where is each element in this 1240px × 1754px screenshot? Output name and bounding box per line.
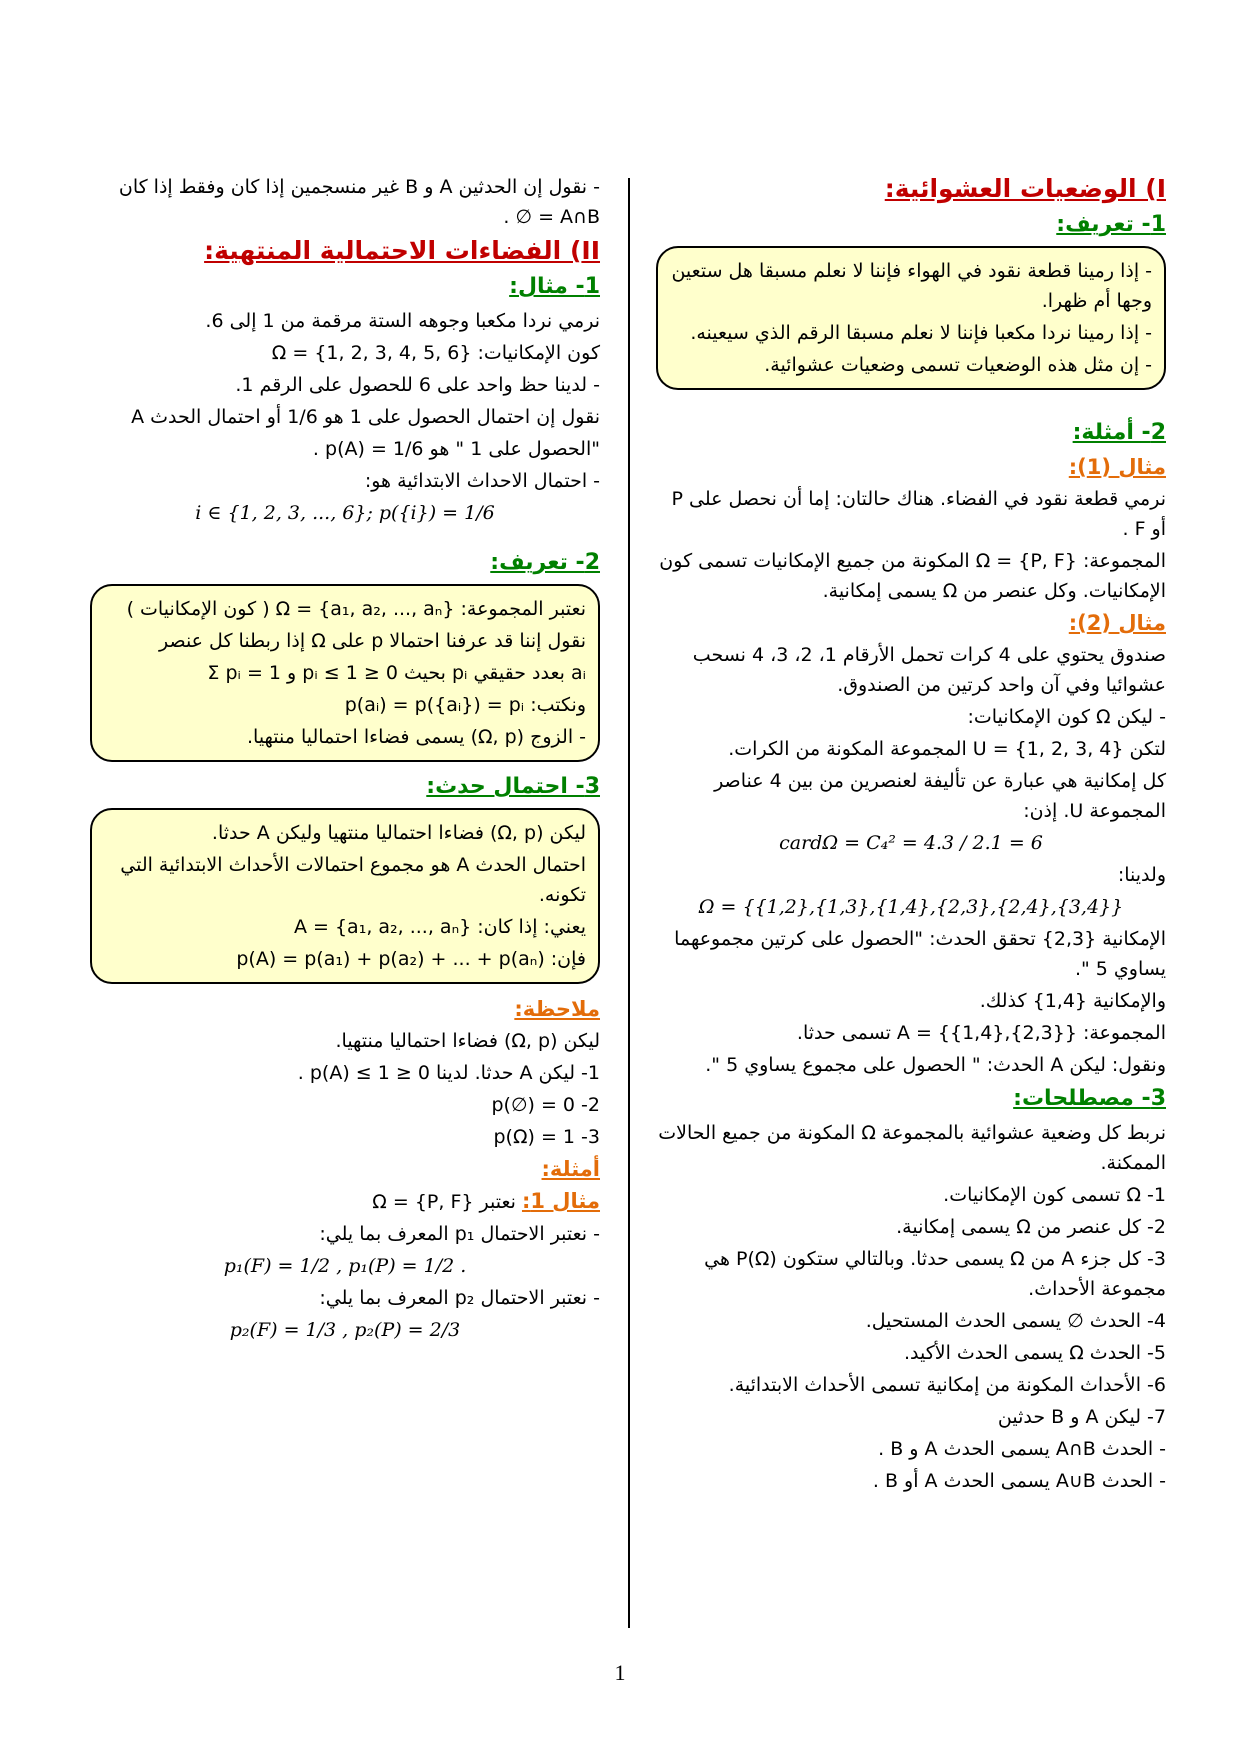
event-prob-line: احتمال الحدث A هو مجموع احتمالات الأحداث الابتدائية التي تكونه. — [120, 854, 586, 906]
example-2-text: صندوق يحتوي على 4 كرات تحمل الأرقام 1، 2، 3، 4 نسحب عشوائيا وفي آن واحد كرتين من الصندوق. — [692, 644, 1166, 696]
example-1-text: نرمي قطعة نقود في الفضاء. هناك حالتان: إما أن نحصل على P أو F . — [671, 488, 1166, 540]
term-item: 3- كل جزء A من Ω يسمى حدثا. وبالتالي ستكون P(Ω) هي مجموعة الأحداث. — [704, 1248, 1166, 1300]
event-prob-line: فإن: p(A) = p(a₁) + p(a₂) + ... + p(aₙ) — [236, 948, 586, 970]
example-text: "الحصول على 1 " هو p(A) = 1/6 . — [312, 438, 600, 460]
examples-2-title: أمثلة: — [541, 1157, 600, 1181]
definition-title: 1- تعريف: — [1056, 212, 1166, 237]
definition-line: - الزوج (Ω, p) يسمى فضاءا احتماليا منتهيا. — [246, 726, 586, 748]
example-text: - احتمال الاحداث الابتدائية هو: — [364, 470, 600, 492]
terms-title: 3- مصطلحات: — [1013, 1086, 1166, 1111]
note-line: 3- p(Ω) = 1 — [493, 1126, 600, 1148]
definition-2-box — [90, 584, 600, 762]
note-title: ملاحظة: — [514, 997, 600, 1021]
note-line: ليكن (Ω, p) فضاءا احتماليا منتهيا. — [335, 1030, 600, 1052]
example-title: 1- مثال: — [509, 274, 600, 299]
term-item: - الحدث A∪B يسمى الحدث A أو B . — [872, 1470, 1166, 1492]
example-1-prob-2: - نعتبر الاحتمال p₂ المعرف بما يلي: — [319, 1287, 600, 1309]
right-column — [656, 170, 1166, 1498]
example-text: نرمي نردا مكعبا وجوهه الستة مرقمة من 1 إلى 6. — [205, 310, 600, 332]
example-2-text: الإمكانية {2,3} تحقق الحدث: "الحصول على كرتين مجموعهما يساوي 5 ". — [674, 928, 1166, 980]
definition-box — [656, 246, 1166, 390]
terms-intro: نربط كل وضعية عشوائية بالمجموعة Ω المكونة من جميع الحالات الممكنة. — [658, 1122, 1166, 1174]
intro-text: - نقول إن الحدثين A و B غير منسجمين إذا كان وفقط إذا كان A∩B = ∅ . — [118, 176, 600, 228]
definition-line: نعتبر المجموعة: Ω = {a₁, a₂, ..., aₙ} ( كون الإمكانيات ) — [126, 598, 586, 620]
example-1-text: نعتبر Ω = {P, F} — [372, 1191, 516, 1213]
definition-line: - إذا رمينا نردا مكعبا فإننا لا نعلم مسبقا الرقم الذي سيعينه. — [690, 322, 1152, 344]
example-2-text: المجموعة: A = {{1,4},{2,3}} تسمى حدثا. — [796, 1022, 1166, 1044]
definition-line: aᵢ بعدد حقيقي pᵢ بحيث 0 ≤ pᵢ ≤ 1 و Σ pᵢ = 1 — [207, 662, 586, 684]
definition-line: - إن مثل هذه الوضعيات تسمى وضعيات عشوائية. — [764, 354, 1152, 376]
section-1-title: I) الوضعيات العشوائية: — [884, 174, 1166, 203]
column-divider — [628, 178, 630, 1628]
elementary-prob-formula: i ∈ {1, 2, 3, ..., 6}; p({i}) = 1/6 — [195, 502, 495, 524]
term-item: 2- كل عنصر من Ω يسمى إمكانية. — [896, 1216, 1166, 1238]
event-prob-line: يعني: إذا كان: A = {a₁, a₂, ..., aₙ} — [293, 916, 586, 938]
term-item: - الحدث A∩B يسمى الحدث A و B . — [878, 1438, 1166, 1460]
definition-2-title: 2- تعريف: — [490, 550, 600, 575]
example-text: نقول إن احتمال الحصول على 1 هو 1/6 أو احتمال الحدث A — [131, 406, 600, 428]
example-1-line — [90, 1186, 600, 1217]
example-text: - لدينا حظ واحد على 6 للحصول على الرقم 1. — [235, 374, 600, 396]
page-number: 1 — [614, 1660, 626, 1685]
left-column — [90, 170, 600, 1347]
example-1-formula-1: p₁(F) = 1/2 , p₁(P) = 1/2 . — [223, 1255, 467, 1277]
example-2-title: مثال (2): — [1068, 611, 1166, 635]
definition-line: - إذا رمينا قطعة نقود في الهواء فإننا لا نعلم مسبقا هل ستعين وجها أم ظهرا. — [671, 260, 1152, 312]
example-1-formula-2: p₂(F) = 1/3 , p₂(P) = 2/3 — [229, 1319, 461, 1341]
section-2-title: II) الفضاءات الاحتمالية المنتهية: — [204, 236, 600, 265]
event-prob-box — [90, 808, 600, 984]
term-item: 6- الأحداث المكونة من إمكانية تسمى الأحداث الابتدائية. — [728, 1374, 1166, 1396]
note-line: 2- p(∅) = 0 — [491, 1094, 600, 1116]
term-item: 7- ليكن A و B حدثين — [997, 1406, 1166, 1428]
example-2-text: لتكن U = {1, 2, 3, 4} المجموعة المكونة من الكرات. — [728, 738, 1166, 760]
note-line: 1- ليكن A حدثا. لدينا 0 ≤ p(A) ≤ 1 . — [297, 1062, 600, 1084]
example-1-title: مثال (1): — [1068, 455, 1166, 479]
example-text: كون الإمكانيات: Ω = {1, 2, 3, 4, 5, 6} — [271, 342, 600, 364]
example-2-text: ولدينا: — [1117, 864, 1166, 886]
example-1-prob-1: - نعتبر الاحتمال p₁ المعرف بما يلي: — [319, 1223, 600, 1245]
example-2-text: ونقول: ليكن A الحدث: " الحصول على مجموع يساوي 5 ". — [705, 1054, 1166, 1076]
definition-line: ونكتب: p(aᵢ) = p({aᵢ}) = pᵢ — [344, 694, 586, 716]
example-2-text: والإمكانية {1,4} كذلك. — [979, 990, 1166, 1012]
example-1-label: مثال 1: — [521, 1189, 600, 1213]
definition-line: نقول إننا قد عرفنا احتمالا p على Ω إذا ربطنا كل عنصر — [158, 630, 586, 652]
event-prob-title: 3- احتمال حدث: — [426, 774, 600, 799]
event-prob-line: ليكن (Ω, p) فضاءا احتماليا منتهيا وليكن A حدثا. — [211, 822, 586, 844]
example-1-text: المجموعة: Ω = {P, F} المكونة من جميع الإمكانيات تسمى كون الإمكانيات. وكل عنصر من Ω يسمى إمكانية. — [659, 550, 1166, 602]
card-formula: cardΩ = C₄² = 4.3 / 2.1 = 6 — [779, 832, 1043, 854]
example-2-text: كل إمكانية هي عبارة عن تأليفة لعنصرين من بين 4 عناصر المجموعة U. إذن: — [714, 770, 1166, 822]
example-2-text: - ليكن Ω كون الإمكانيات: — [967, 706, 1166, 728]
examples-title: 2- أمثلة: — [1072, 420, 1166, 445]
term-item: 4- الحدث ∅ يسمى الحدث المستحيل. — [865, 1310, 1166, 1332]
term-item: 5- الحدث Ω يسمى الحدث الأكيد. — [903, 1342, 1166, 1364]
term-item: 1- Ω تسمى كون الإمكانيات. — [943, 1184, 1166, 1206]
omega-set: Ω = {{1,2},{1,3},{1,4},{2,3},{2,4},{3,4}} — [698, 896, 1124, 918]
